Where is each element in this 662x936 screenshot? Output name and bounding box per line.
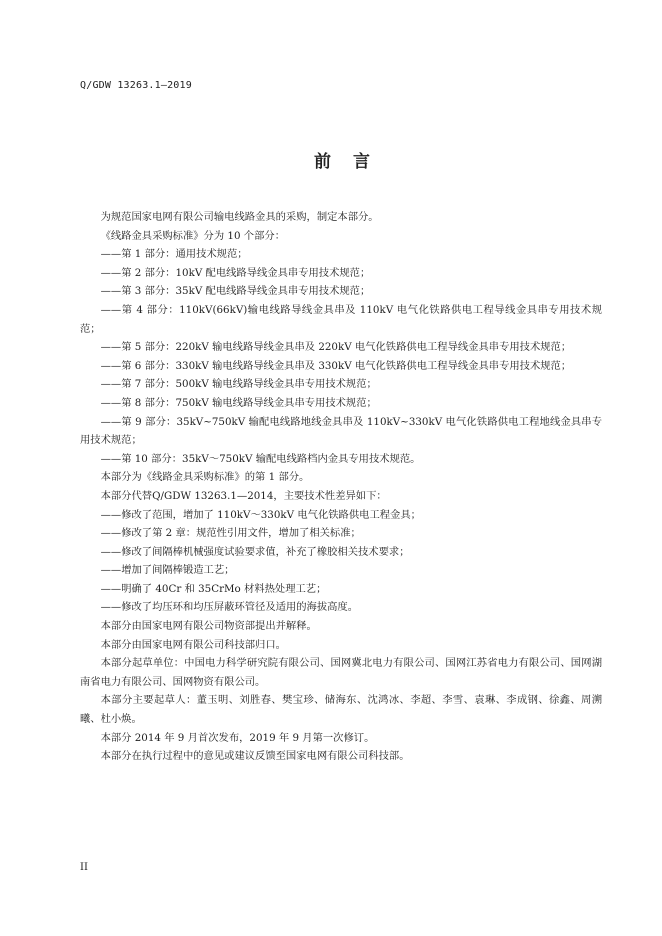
list-item: ——第 10 部分：35kV～750kV 输配电线路档内金具专用技术规范。	[100, 452, 421, 465]
paragraph: 本部分在执行过程中的意见或建议反馈至国家电网有限公司科技部。	[100, 750, 410, 763]
document-code: Q/GDW 13263.1—2019	[80, 80, 192, 91]
paragraph: 本部分代替Q/GDW 13263.1—2014，主要技术性差异如下：	[100, 489, 387, 502]
list-item: ——第 6 部分：330kV 输电线路导线金具串及 330kV 电气化铁路供电工程导线金具串专用技术规范；	[100, 359, 572, 372]
paragraph: 本部分主要起草人：董玉明、刘胜春、樊宝珍、储海东、沈鸿冰、李超、李雪、袁琳、李成钢、徐鑫、周溯曦、杜小焕。	[80, 694, 602, 726]
list-item: ——第 7 部分：500kV 输电线路导线金具串专用技术规范；	[100, 378, 377, 391]
list-item: ——修改了第 2 章：规范性引用文件，增加了相关标准；	[100, 527, 361, 540]
list-item: ——增加了间隔棒锻造工艺；	[100, 564, 235, 577]
page-number: II	[80, 862, 88, 873]
paragraph: 本部分为《线路金具采购标准》的第 1 部分。	[100, 471, 310, 484]
list-item: ——第 9 部分：35kV~750kV 输配电线路地线金具串及 110kV~330kV 电气化铁路供电工程地线金具串专用技术规范；	[80, 415, 602, 447]
list-item: ——第 3 部分：35kV 配电线路导线金具串专用技术规范；	[100, 285, 371, 298]
paragraph: 为规范国家电网有限公司输电线路金具的采购，制定本部分。	[100, 211, 379, 223]
list-item: ——修改了间隔棒机械强度试验要求值，补充了橡胶相关技术要求；	[100, 545, 410, 558]
list-item: ——第 2 部分：10kV 配电线路导线金具串专用技术规范；	[100, 266, 371, 279]
paragraph: 本部分起草单位：中国电力科学研究院有限公司、国网冀北电力有限公司、国网江苏省电力有限公司、国网湖南省电力有限公司、国网物资有限公司。	[80, 657, 602, 688]
list-item: ——第 5 部分：220kV 输电线路导线金具串及 220kV 电气化铁路供电工程导线金具串专用技术规范；	[100, 341, 572, 354]
page-title: 前言	[314, 152, 392, 172]
list-item: ——第 1 部分：通用技术规范；	[100, 248, 248, 261]
list-item: ——明确了 40Cr 和 35CrMo 材料热处理工艺；	[100, 582, 327, 595]
foreword-body	[80, 208, 602, 766]
list-item: ——第 4 部分：110kV(66kV)输电线路导线金具串及 110kV 电气化铁路供电工程导线金具串专用技术规范；	[80, 303, 602, 335]
paragraph: 本部分 2014 年 9 月首次发布，2019 年 9 月第一次修订。	[100, 731, 375, 744]
paragraph: 本部分由国家电网有限公司物资部提出并解释。	[100, 620, 317, 633]
list-item: ——修改了范围，增加了 110kV～330kV 电气化铁路供电工程金具；	[100, 508, 421, 521]
list-item: ——第 8 部分：750kV 输电线路导线金具串专用技术规范；	[100, 396, 377, 409]
paragraph: 本部分由国家电网有限公司科技部归口。	[100, 638, 286, 651]
list-item: ——修改了均压环和均压屏蔽环管径及适用的海拔高度。	[100, 601, 359, 614]
paragraph: 《线路金具采购标准》分为 10 个部分：	[100, 229, 285, 242]
